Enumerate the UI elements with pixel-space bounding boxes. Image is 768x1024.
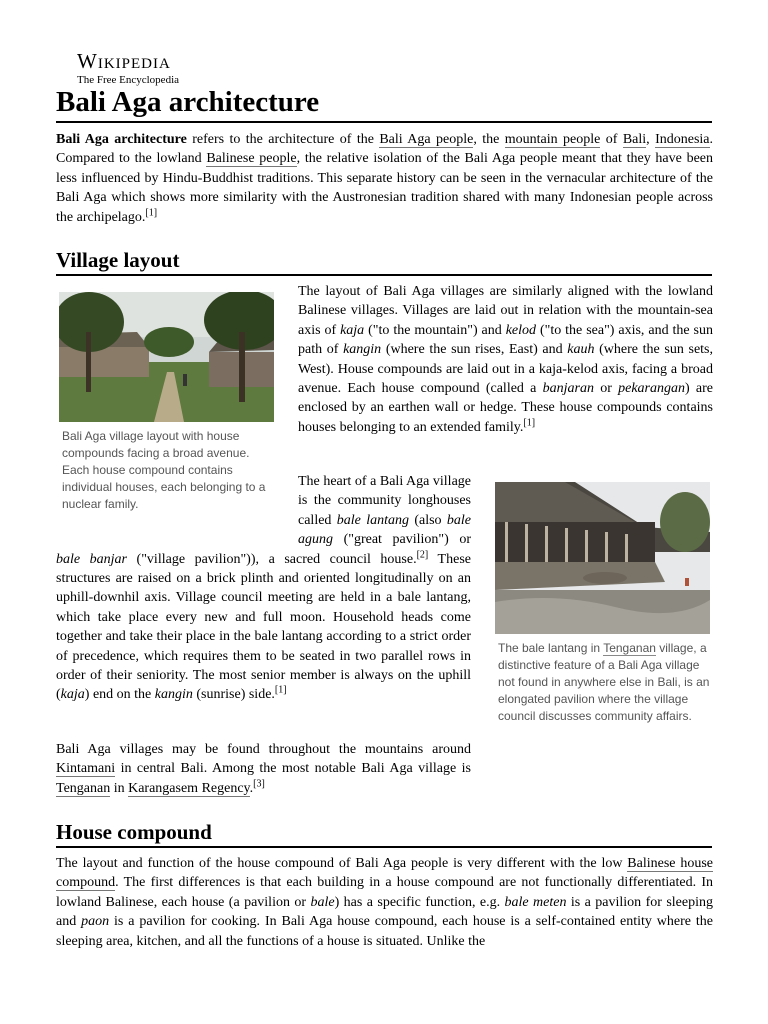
intro-text: . Compared to the lowland [56,132,714,167]
intro-bold-term: Bali Aga architecture [56,132,187,147]
village-layout-paragraph-1 [298,282,713,437]
caption-text: The bale lantang in [498,641,604,655]
italic-term: kangin [154,687,193,703]
para-text: (where the sun rises, East) and [381,342,568,358]
para-text: ("to the sea") axis, and the sun path of [298,322,713,358]
para-text: ("village pavilion")), a sacred council house. [127,551,417,567]
intro-paragraph [56,130,713,227]
para-text: These structures are raised on a brick plinth and oriented longitudinally on an uphill-downhil axis. Village council meeting are held in a bale lantang, which take place every new and full moon. Household heads come together and take their place in the bale lantang according to a strict order of precedence, which requires them to be seated in two parallel rows in order of their seniority. The most senior member is always on the uphill ( [56,551,471,703]
para-text: is a pavilion for sleeping and [56,894,713,930]
para-text: ("to the mountain") and [364,322,506,338]
para-text: Bali Aga villages may be found throughout the mountains around [56,742,471,757]
link-indonesia[interactable]: Indonesia [655,132,710,147]
section-heading-village-layout: Village layout [56,247,712,276]
para-text: in central Bali. Among the most notable Bali Aga village is [115,761,471,777]
figure-caption: Bali Aga village layout with house compounds facing a broad avenue. Each house compound contains individual houses, each belonging to a nuclear family. [62,429,266,511]
italic-term: banjaran [542,381,594,397]
italic-term: kelod [505,322,537,338]
intro-text: , the [473,132,505,147]
italic-term: kangin [343,342,382,358]
italic-term: bale [310,894,335,910]
citation-ref[interactable]: [2] [416,548,429,560]
intro-text: refers to the architecture of the [186,132,380,147]
caption-text: village, a distinctive feature of a Bali Aga village not found in anywhere else in Bali, is an elongated pavilion where the village council discusses community affairs. [498,641,710,723]
link-balinese-house-compound[interactable]: Balinese house compound [56,856,714,891]
italic-term: bale meten [504,894,567,910]
section-heading-house-compound: House compound [56,819,712,848]
para-text: . The first differences is that each building in a house compound are not functionally differentiated. In lowland Balinese, each house (a pavilion or [56,875,713,910]
link-bali[interactable]: Bali [622,132,647,147]
logo-tagline: The Free Encyclopedia [77,74,180,86]
italic-term: kaja [340,322,365,338]
figure-bale-lantang [495,482,711,725]
intro-text: , [646,132,656,147]
para-text: ("great pavilion") or [333,532,471,548]
para-text: . [249,780,254,796]
para-text: (also [409,512,447,528]
link-karangasem-regency[interactable]: Karangasem Regency [128,780,250,796]
citation-ref[interactable]: [3] [253,778,265,790]
intro-text: , the relative isolation of the Bali Aga people meant that they have been less influenced by Hindu-Buddhist traditions. This separate history can be seen in the vernacular architecture of the Bali Aga which shows more similarity with the Austronesian tradition shared with many Indonesian people across the archipelago. [56,151,714,225]
italic-term: pekarangan [618,381,685,397]
para-text: The layout and function of the house compound of Bali Aga people is very different with the low [56,856,628,871]
para-text: ) are enclosed by an earthen wall or hedge. These house compounds contains houses belonging to an extended family. [298,381,713,435]
citation-ref[interactable]: [1] [523,417,536,429]
para-text: in [110,780,129,796]
link-balinese-people[interactable]: Balinese people [206,151,297,167]
village-layout-photo[interactable] [59,292,274,422]
para-text: ) has a specific function, e.g. [334,894,505,910]
link-mountain-people[interactable]: mountain people [504,132,601,147]
italic-term: kaja [60,687,85,703]
caption-link-tenganan[interactable]: Tenganan [603,641,656,655]
intro-text: of [600,132,623,147]
italic-term: paon [81,914,110,930]
para-text: The heart of a Bali Aga village is the community longhouses called [298,474,471,528]
wrap-spacer [56,472,298,548]
para-text: is a pavilion for cooking. In Bali Aga house compound, each house is a self-contained entity where the sleeping area, kitchen, and all the functions of a house is situated. Unlike the [56,914,713,949]
bale-lantang-photo[interactable] [495,482,710,634]
para-text: ) end on the [84,687,155,703]
italic-term: bale lantang [336,512,409,528]
link-bali-aga-people[interactable]: Bali Aga people [379,132,474,147]
para-text: or [593,381,619,397]
italic-term: bale banjar [56,551,127,567]
link-tenganan[interactable]: Tenganan [56,780,111,796]
village-layout-paragraph-3 [56,740,471,798]
village-layout-paragraph-2-wrap [56,472,471,732]
logo-wordmark: Wikipedia [77,49,171,73]
house-compound-paragraph [56,854,713,951]
italic-term: bale agung [298,512,472,548]
link-kintamani[interactable]: Kintamani [56,761,116,777]
wikipedia-logo[interactable] [77,51,179,86]
para-text: (where the sun sets, West). House compounds are laid out in a kaja-kelod axis, facing a broad avenue. Each house compound (called a [298,342,713,397]
citation-ref[interactable]: [1] [274,684,287,696]
italic-term: kauh [567,342,595,358]
para-text: The layout of Bali Aga villages are similarly aligned with the lowland Balinese villages. Villages are laid out in relation with the mountain-sea axis of [298,284,713,338]
citation-ref[interactable]: [1] [145,206,158,218]
para-text: (sunrise) side. [192,687,275,703]
page-title: Bali Aga architecture [56,84,712,123]
figure-caption [498,640,711,725]
